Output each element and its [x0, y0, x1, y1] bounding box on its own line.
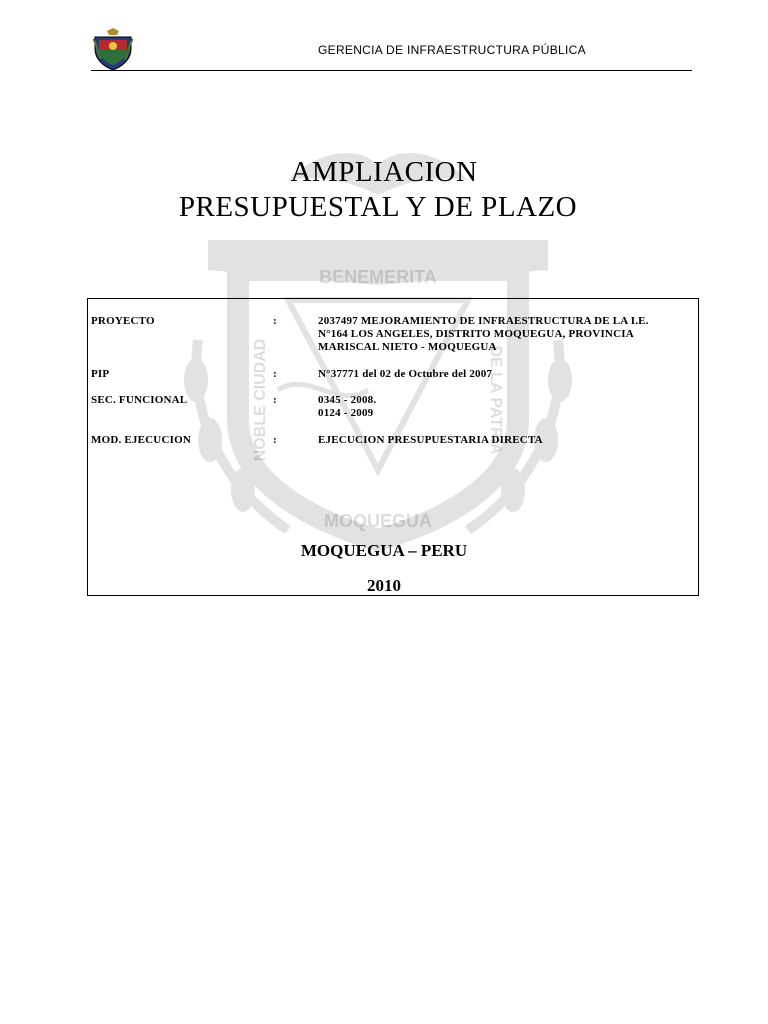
field-label-mod-ejecucion: MOD. EJECUCION [91, 434, 191, 446]
field-value-line: N°164 LOS ANGELES, DISTRITO MOQUEGUA, PROVINCIA [318, 328, 634, 340]
watermark-bottom-text: MOQUEGUA [324, 511, 432, 531]
field-label-sec-funcional: SEC. FUNCIONAL [91, 394, 188, 406]
coat-of-arms-logo [93, 27, 133, 71]
field-value-line: 2037497 MEJORAMIENTO DE INFRAESTRUCTURA DE LA I.E. [318, 315, 649, 327]
field-value-line: 0345 - 2008. [318, 394, 377, 406]
field-value-line: N°37771 del 02 de Octubre del 2007 [318, 368, 493, 380]
field-separator: : [273, 368, 277, 380]
field-value-line: MARISCAL NIETO - MOQUEGUA [318, 341, 497, 353]
field-separator: : [273, 394, 277, 406]
field-label-pip: PIP [91, 368, 110, 380]
watermark-left-text: NOBLE CIUDAD [252, 338, 269, 462]
watermark-right-text: DE LA PATRIA [487, 345, 504, 455]
header-institution: GERENCIA DE INFRAESTRUCTURA PÚBLICA [318, 43, 586, 57]
field-separator: : [273, 434, 277, 446]
field-value-line: 0124 - 2009 [318, 407, 374, 419]
document-title-line-2: PRESUPUESTAL Y DE PLAZO [178, 191, 578, 223]
watermark-top-text: BENEMERITA [319, 267, 437, 287]
field-separator: : [273, 315, 277, 327]
field-label-proyecto: PROYECTO [91, 315, 155, 327]
year-text: 2010 [367, 576, 401, 595]
header-divider [91, 70, 692, 71]
field-value-line: EJECUCION PRESUPUESTARIA DIRECTA [318, 434, 543, 446]
document-title-line-1: AMPLIACION [290, 156, 478, 188]
location-text: MOQUEGUA – PERU [300, 541, 468, 560]
